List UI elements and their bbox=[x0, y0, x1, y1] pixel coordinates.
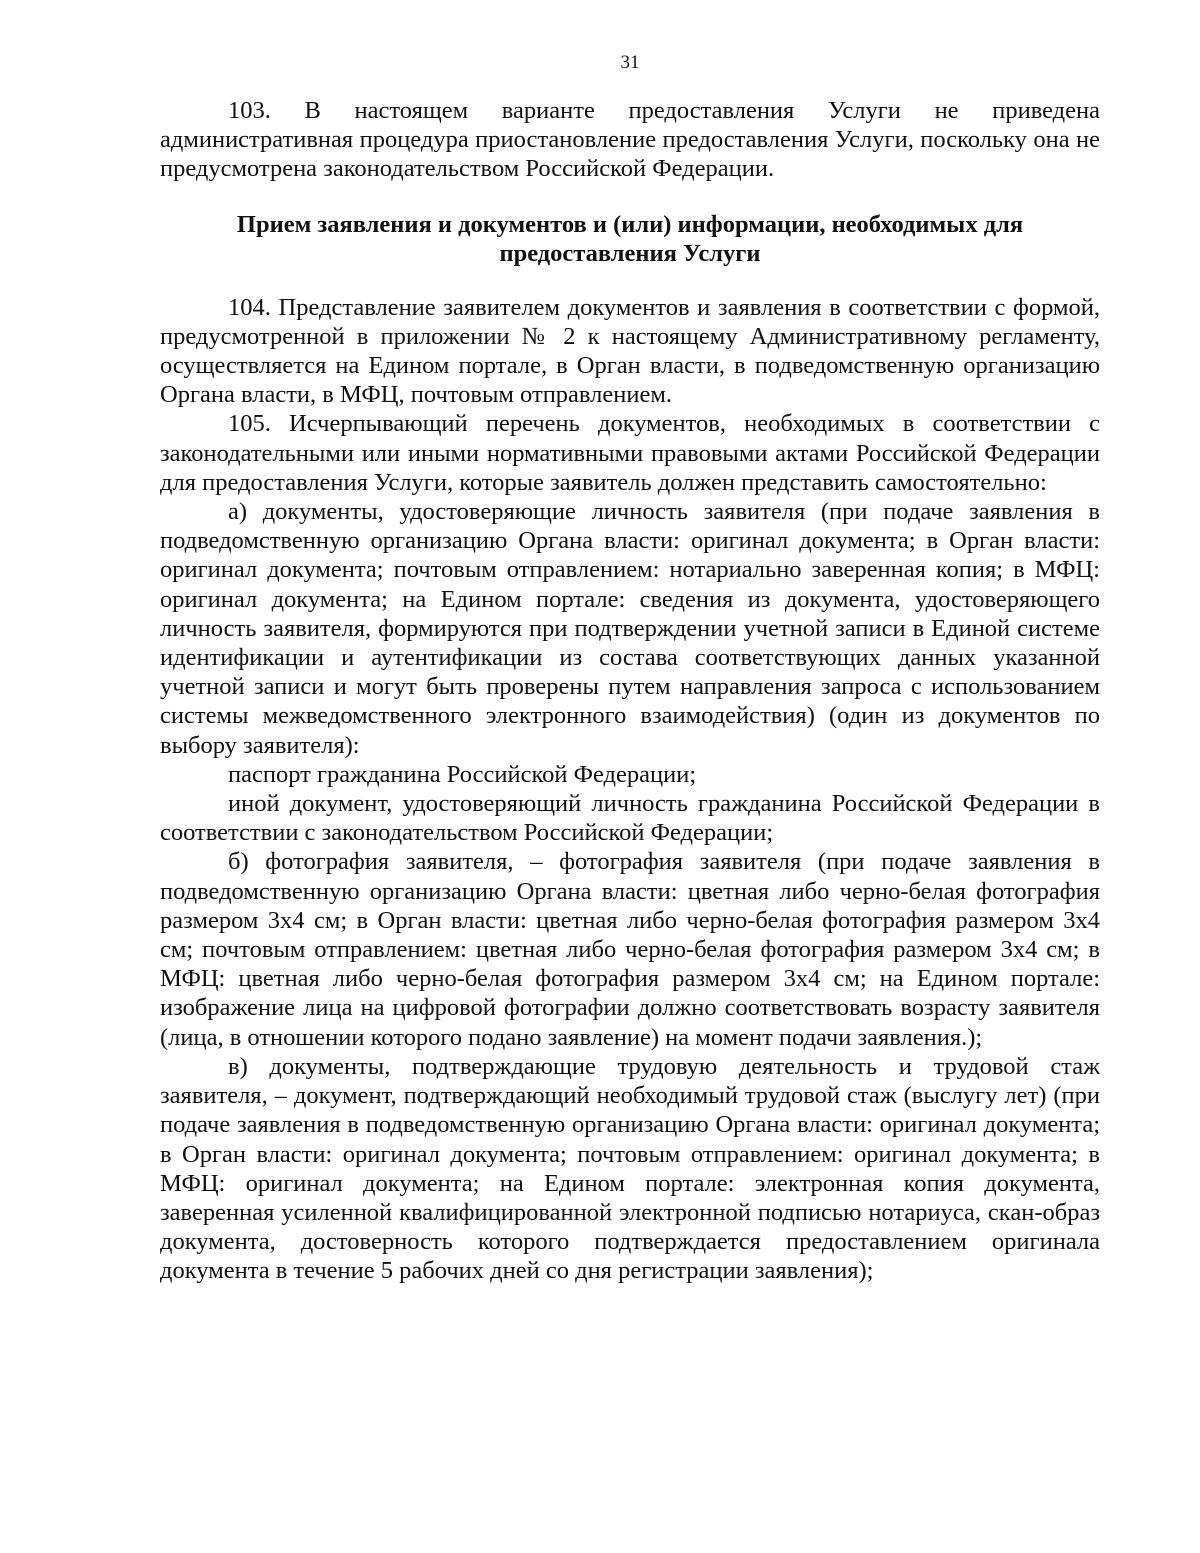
paragraph-105: 105. Исчерпывающий перечень документов, необходимых в соответствии с законодательными или иными нормативными правовыми актами Российской Федерации для предоставления Услуги, которые заявитель должен представить самостоятельно: bbox=[160, 410, 1100, 496]
section-heading: Прием заявления и документов и (или) информации, необходимых для предоставления Услуги bbox=[236, 210, 1024, 268]
page-number: 31 bbox=[620, 52, 640, 73]
paragraph-103: 103. В настоящем варианте предоставления Услуги не приведена административная процедура приостановление предоставления Услуги, поскольку она не предусмотрена законодательством Российской Федерации. bbox=[160, 97, 1100, 183]
list-item-a-passport: паспорт гражданина Российской Федерации; bbox=[228, 760, 697, 788]
list-item-a-other-document: иной документ, удостоверяющий личность гражданина Российской Федерации в соответствии с законодательством Российской Федерации; bbox=[160, 790, 1100, 847]
paragraph-104: 104. Представление заявителем документов и заявления в соответствии с формой, предусмотренной в приложении № 2 к настоящему Административному регламенту, осуществляется на Едином портале, в Орган власти, в подведомственную организацию Органа власти, в МФЦ, почтовым отправлением. bbox=[160, 293, 1100, 409]
list-item-a: а) документы, удостоверяющие личность заявителя (при подаче заявления в подведомственную организацию Органа власти: оригинал документа; в Орган власти: оригинал документа; почтовым отправлением: нотариально заверенная копия; в МФЦ: оригинал документа; на Едином портале: сведения из документа, удостоверяющего личность заявителя, формируются при подтверждении учетной записи в Единой системе идентификации и аутентификации из состава соответствующих данных указанной учетной записи и могут быть проверены путем направления запроса с использованием системы межведомственного электронного взаимодействия) (один из документов по выбору заявителя): bbox=[160, 498, 1100, 759]
list-item-b: б) фотография заявителя, – фотография заявителя (при подаче заявления в подведомственную организацию Органа власти: цветная либо черно-белая фотография размером 3х4 см; в Орган власти: цветная либо черно-белая фотография размером 3х4 см; почтовым отправлением: цветная либо черно-белая фотография размером 3х4 см; в МФЦ: цветная либо черно-белая фотография размером 3х4 см; на Едином портале: изображение лица на цифровой фотографии должно соответствовать возрасту заявителя (лица, в отношении которого подано заявление) на момент подачи заявления.); bbox=[160, 848, 1100, 1051]
document-body bbox=[160, 96, 1100, 1286]
list-item-c: в) документы, подтверждающие трудовую деятельность и трудовой стаж заявителя, – документ, подтверждающий необходимый трудовой стаж (выслугу лет) (при подаче заявления в подведомственную организацию Органа власти: оригинал документа; в Орган власти: оригинал документа; почтовым отправлением: оригинал документа; в МФЦ: оригинал документа; на Едином портале: электронная копия документа, заверенная усиленной квалифицированной электронной подписью нотариуса, скан-образ документа, достоверность которого подтверждается предоставлением оригинала документа в течение 5 рабочих дней со дня регистрации заявления); bbox=[160, 1052, 1100, 1285]
